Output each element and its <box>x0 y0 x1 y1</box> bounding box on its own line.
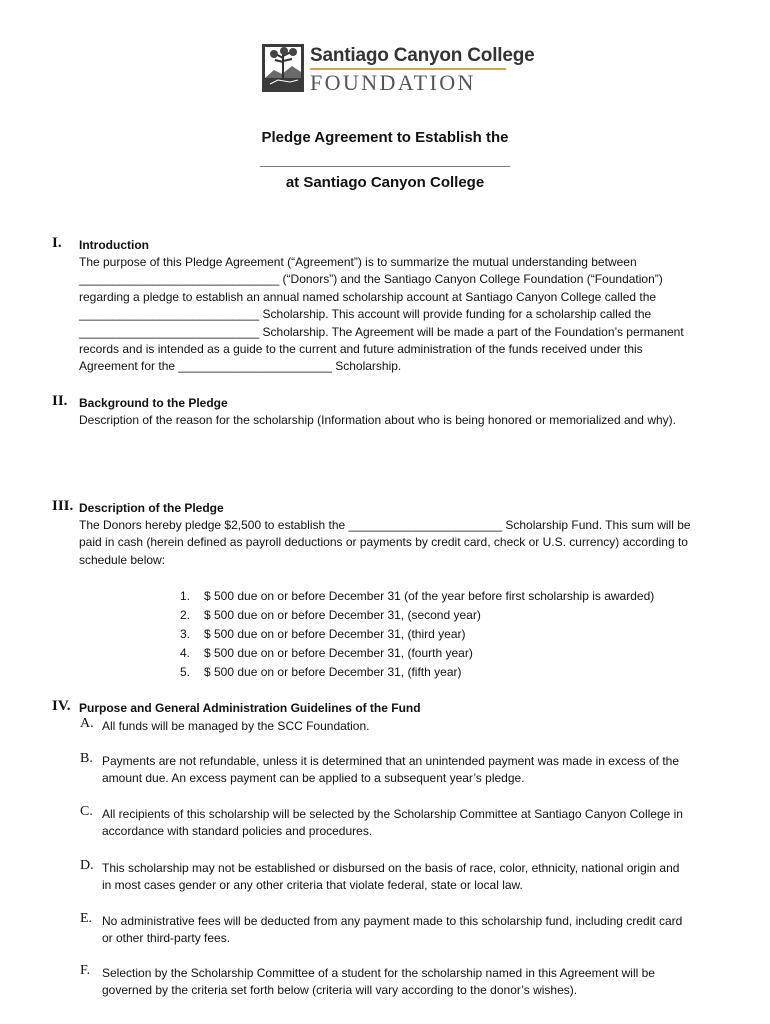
list-text: $ 500 due on or before December 31 (of the year before first scholarship is awarded) <box>204 589 655 603</box>
guideline-letter: C. <box>80 804 93 819</box>
guideline-item <box>102 965 732 1000</box>
section-heading-description: Description of the Pledge <box>79 501 224 515</box>
list-item <box>180 625 654 644</box>
list-item <box>180 587 654 606</box>
guideline-letter: A. <box>80 716 94 731</box>
paragraph-line: governed by the criteria set forth below (criteria will vary according to the donor’s wishes). <box>102 983 578 998</box>
introduction-paragraph <box>79 254 729 376</box>
guideline-letter: D. <box>80 858 94 873</box>
paragraph-line: Payments are not refundable, unless it is determined that an unintended payment was made in excess of the <box>102 754 680 768</box>
guideline-item <box>102 753 732 788</box>
paragraph-line: regarding a pledge to establish an annual named scholarship account at Santiago Canyon College called the <box>79 289 657 304</box>
paragraph-line: records and is intended as a guide to the current and future administration of the funds received under this <box>79 342 643 357</box>
section-numeral: IV. <box>52 698 71 714</box>
paragraph-line: All funds will be managed by the SCC Foundation. <box>102 719 370 733</box>
guideline-letter: B. <box>80 751 93 766</box>
list-text: $ 500 due on or before December 31, (second year) <box>204 608 481 622</box>
section-heading-introduction: Introduction <box>79 238 149 252</box>
list-text: $ 500 due on or before December 31, (third year) <box>204 627 466 641</box>
guideline-item <box>102 718 732 735</box>
section-heading-background: Background to the Pledge <box>79 396 228 410</box>
paragraph-line: schedule below: <box>79 552 166 567</box>
list-text: $ 500 due on or before December 31, (fourth year) <box>204 646 473 660</box>
paragraph-line: Selection by the Scholarship Committee of a student for the scholarship named in this Agreement will be <box>102 966 655 980</box>
foundation-logo <box>262 44 535 95</box>
paragraph-line: Description of the reason for the scholarship (Information about who is being honored or memorialized and why). <box>79 413 676 427</box>
tree-landscape-icon <box>262 44 304 92</box>
paragraph-line: in most cases gender or any other criteria that violate federal, state or local law. <box>102 878 523 893</box>
guideline-letter: F. <box>80 963 91 978</box>
paragraph-line: ___________________________ Scholarship. The Agreement will be made a part of the Foundation’s permanent <box>79 324 684 339</box>
list-number: 1. <box>180 589 191 603</box>
paragraph-line: All recipients of this scholarship will be selected by the Scholarship Committee at Santiago Canyon College in <box>102 807 683 821</box>
paragraph-line: The Donors hereby pledge $2,500 to establish the _______________________ Scholarship Fund. This sum will be <box>79 518 691 532</box>
logo-foundation-word: FOUNDATION <box>310 70 476 95</box>
list-number: 2. <box>180 608 191 622</box>
paragraph-line: amount due. An excess payment can be applied to a subsequent year’s pledge. <box>102 771 525 786</box>
guideline-item <box>102 860 732 895</box>
list-item <box>180 663 654 682</box>
paragraph-line: ______________________________ (“Donors”) and the Santiago Canyon College Foundation (“Foundation”) <box>79 272 663 287</box>
document-subtitle: at Santiago Canyon College <box>285 174 485 191</box>
description-paragraph <box>79 517 729 569</box>
paragraph-line: ___________________________ Scholarship. This account will provide funding for a scholarship called the <box>79 307 652 322</box>
list-number: 4. <box>180 646 191 660</box>
guideline-letter: E. <box>80 911 93 926</box>
document-title: Pledge Agreement to Establish the <box>261 129 509 146</box>
guideline-item <box>102 913 732 948</box>
paragraph-line: Agreement for the _______________________ Scholarship. <box>79 359 402 374</box>
paragraph-line: No administrative fees will be deducted from any payment made to this scholarship fund, including credit card <box>102 914 683 928</box>
list-number: 5. <box>180 665 191 679</box>
list-item <box>180 606 654 625</box>
section-numeral: III. <box>52 498 74 514</box>
list-number: 3. <box>180 627 191 641</box>
payment-schedule-list <box>180 587 654 682</box>
section-numeral: II. <box>52 393 68 409</box>
background-paragraph <box>79 412 729 429</box>
logo-college-name: Santiago Canyon College <box>310 45 535 66</box>
paragraph-line: paid in cash (herein defined as payroll deductions or payments by credit card, check or U.S. currency) according to <box>79 535 688 550</box>
list-item <box>180 644 654 663</box>
paragraph-line: The purpose of this Pledge Agreement (“Agreement”) is to summarize the mutual understanding between <box>79 255 637 269</box>
guideline-item <box>102 806 732 841</box>
section-numeral: I. <box>52 235 62 251</box>
section-heading-guidelines: Purpose and General Administration Guidelines of the Fund <box>79 701 421 715</box>
paragraph-line: or other third-party fees. <box>102 931 231 946</box>
list-text: $ 500 due on or before December 31, (fifth year) <box>204 665 462 679</box>
paragraph-line: accordance with standard policies and procedures. <box>102 824 373 839</box>
paragraph-line: This scholarship may not be established or disbursed on the basis of race, color, ethnicity, national origin and <box>102 861 680 875</box>
scholarship-name-blank: ______________________________ <box>259 152 511 169</box>
